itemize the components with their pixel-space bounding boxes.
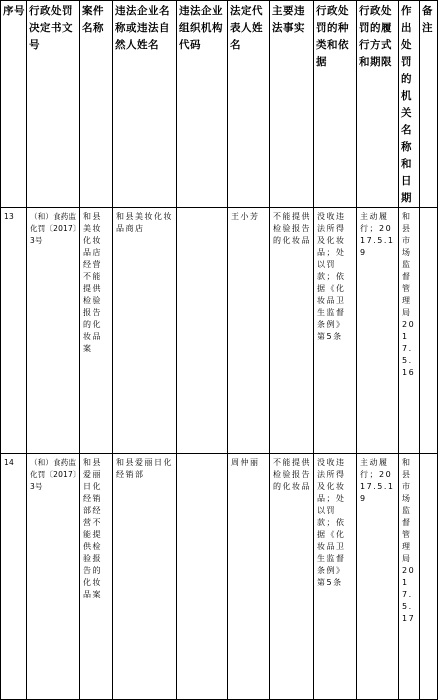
cell-decision-no: （和）食药监化罚〔2017〕3号 [27,454,80,700]
cell-legal-rep: 周仲丽 [228,454,270,700]
table-row [1,454,438,700]
cell-offender-name: 和县爱丽日化经销部 [113,454,177,700]
cell-remarks [420,208,438,454]
cell-seq: 14 [1,454,27,700]
cell-seq: 13 [1,208,27,454]
cell-violation-fact: 不能提供检验报告的化妆品 [270,208,314,454]
cell-execution: 主动履行；2017.5.19 [357,208,399,454]
table-row [1,208,438,454]
cell-penalty-type: 没收违法所得及化妆品；处以罚款；依据《化妆品卫生监督条例》第5条 [314,454,357,700]
cell-execution: 主动履行；2017.5.19 [357,454,399,700]
cell-legal-rep: 王小芳 [228,208,270,454]
header-authority: 作出处罚的机关名称和日期 [399,1,420,208]
header-violation-fact: 主要违法事实 [270,1,314,208]
cell-org-code [177,208,228,454]
cell-offender-name: 和县美妆化妆品商店 [113,208,177,454]
cell-authority: 和县市场监督管理局2017.5.17 [399,454,420,700]
header-case-name: 案件名称 [80,1,113,208]
cell-case-name: 和县美妆化妆品店经营不能提供检验报告的化妆品案 [80,208,113,454]
header-seq: 序号 [1,1,27,208]
header-remarks: 备注 [420,1,438,208]
header-decision-no: 行政处罚决定书文号 [27,1,80,208]
cell-remarks [420,454,438,700]
cell-violation-fact: 不能提供检验报告的化妆品 [270,454,314,700]
cell-case-name: 和县爱丽日化经销部经营不能提供检验报告的化妆品案 [80,454,113,700]
header-offender-name: 违法企业名称或违法自然人姓名 [113,1,177,208]
header-legal-rep: 法定代表人姓名 [228,1,270,208]
cell-org-code [177,454,228,700]
cell-authority: 和县市场监督管理局2017.5.16 [399,208,420,454]
cell-penalty-type: 没收违法所得及化妆品；处以罚款；依据《化妆品卫生监督条例》第5条 [314,208,357,454]
header-penalty-type: 行政处罚的种类和依据 [314,1,357,208]
cell-decision-no: （和）食药监化罚〔2017〕3号 [27,208,80,454]
header-row [1,1,438,208]
header-org-code: 违法企业组织机构代码 [177,1,228,208]
header-execution: 行政处罚的履行方式和期限 [357,1,399,208]
